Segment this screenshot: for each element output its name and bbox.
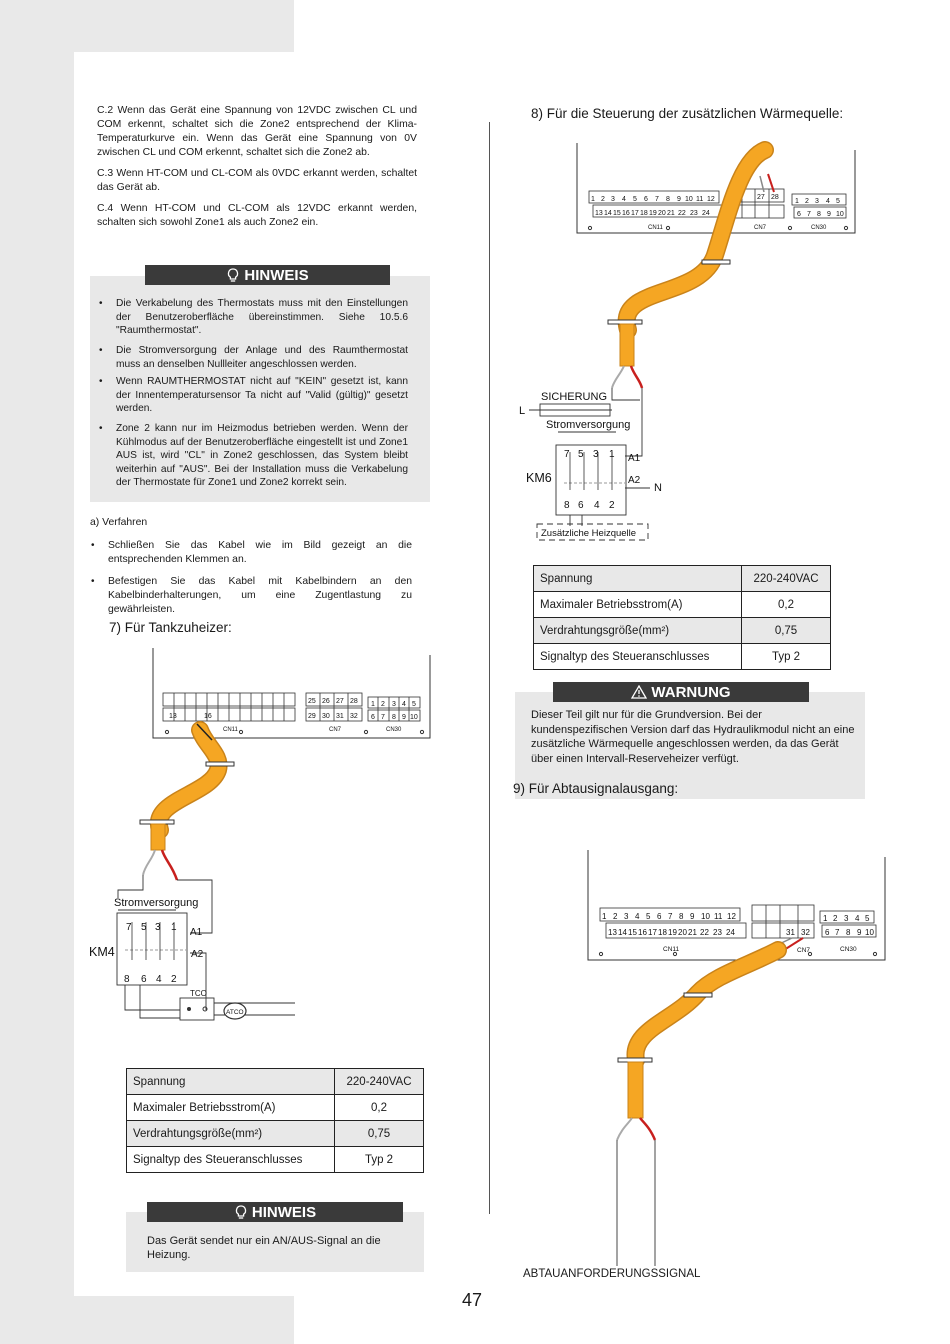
n-label: N	[654, 482, 662, 494]
extra-heat-source-label: Zusätzliche Heizquelle	[541, 528, 637, 539]
svg-text:13: 13	[608, 928, 617, 937]
svg-text:4: 4	[156, 974, 162, 985]
note-item: • Wenn RAUMTHERMOSTAT nicht auf "KEIN" gesetzt ist, kann der Innentemperatursensor Ta nicht auf "Valid (gültig)" gesetzt werden.	[99, 376, 408, 415]
svg-text:4: 4	[622, 196, 626, 203]
cn7-label: CN7	[797, 947, 811, 954]
a2-label: A2	[628, 475, 641, 486]
note-text: Das Gerät sendet nur ein AN/AUS-Signal an die Heizung.	[147, 1235, 381, 1261]
procedure-title: a) Verfahren	[90, 517, 148, 528]
relay-km6-label: KM6	[526, 471, 552, 485]
procedure-item: • Schließen Sie das Kabel wie im Bild gezeigt an die entsprechenden Klemmen an.	[91, 540, 412, 565]
svg-text:19: 19	[668, 928, 677, 937]
warning-title: WARNUNG	[651, 683, 731, 701]
svg-text:7: 7	[564, 449, 570, 460]
fuse-label: SICHERUNG	[541, 391, 608, 403]
svg-text:24: 24	[726, 928, 735, 937]
svg-text:8: 8	[392, 714, 396, 721]
table-row: Maximaler Betriebsstrom(A) 0,2	[534, 592, 831, 618]
note-item: • Zone 2 kann nur im Heizmodus betrieben werden. Wenn der Kühlmodus auf der Benutzeroberfläche eingestellt ist und Zone1 AUS ist, wird "CL" in Zone2 geschlossen, das System bleibt weiterhin auf "AUS". Bei der Installation muss die Verkabelung der Thermostate für Zone1 und Zone2 korrekt sein.	[99, 423, 408, 489]
svg-text:3: 3	[593, 449, 599, 460]
svg-text:6: 6	[578, 500, 584, 511]
svg-text:10: 10	[865, 928, 874, 937]
svg-text:1: 1	[609, 449, 615, 460]
note-item: • Die Verkabelung des Thermostats muss mit den Einstellungen der Benutzeroberfläche übereinstimmen. Siehe 10.5.6 "Raumthermostat".	[99, 298, 408, 337]
svg-text:32: 32	[350, 713, 358, 720]
svg-text:24: 24	[702, 210, 710, 217]
svg-text:3: 3	[815, 198, 819, 205]
svg-text:1: 1	[602, 912, 607, 921]
svg-text:20: 20	[658, 210, 666, 217]
paragraph-c2: C.2 Wenn das Gerät eine Spannung von 12VDC zwischen CL und COM erkennt, schaltet sich die Zone2 entsprechend der Klima-Temperaturkurve ein. Wenn das Gerät eine Spannung von 0V zwischen CL und COM erkennt, schaltet sich die Zone2 ab.	[97, 105, 417, 158]
svg-text:10: 10	[410, 714, 418, 721]
svg-text:23: 23	[690, 210, 698, 217]
table-row: Spannung 220-240VAC	[534, 566, 831, 592]
svg-text:15: 15	[613, 210, 621, 217]
svg-text:2: 2	[833, 914, 838, 923]
svg-text:6: 6	[825, 928, 830, 937]
svg-text:22: 22	[678, 210, 686, 217]
svg-text:3: 3	[844, 914, 849, 923]
svg-text:9: 9	[677, 196, 681, 203]
svg-text:28: 28	[771, 194, 779, 201]
table-row: Spannung 220-240VAC	[127, 1069, 424, 1095]
svg-text:9: 9	[857, 928, 862, 937]
svg-text:16: 16	[638, 928, 647, 937]
svg-text:30: 30	[322, 713, 330, 720]
svg-text:11: 11	[696, 196, 704, 203]
note-title: HINWEIS	[244, 266, 309, 284]
table-row: Signaltyp des Steueranschlusses Typ 2	[534, 644, 831, 670]
svg-text:4: 4	[402, 701, 406, 708]
svg-text:6: 6	[371, 714, 375, 721]
svg-text:13: 13	[595, 210, 603, 217]
svg-text:10: 10	[836, 211, 844, 218]
svg-text:14: 14	[618, 928, 627, 937]
svg-text:12: 12	[707, 196, 715, 203]
l-label: L	[519, 405, 526, 417]
svg-text:17: 17	[631, 210, 639, 217]
a1-label: A1	[628, 453, 641, 464]
cn11-label: CN11	[223, 727, 238, 733]
svg-text:3: 3	[611, 196, 615, 203]
svg-text:2: 2	[171, 974, 177, 985]
section-9-heading: 9) Für Abtausignalausgang:	[513, 781, 679, 796]
cn11-label: CN11	[648, 225, 663, 231]
svg-text:15: 15	[628, 928, 637, 937]
section-8-heading: 8) Für die Steuerung der zusätzlichen Wärmequelle:	[531, 106, 844, 121]
warning-text: Dieser Teil gilt nur für die Grundversion. Bei der kundenspezifischen Version darf das Hydraulikmodul nicht an eine zusätzliche Wärmequelle angeschlossen werden, da das Gerät über einen Intervall-Reserveheizer verfügt.	[531, 709, 855, 765]
power-supply-label: Stromversorgung	[546, 419, 631, 431]
svg-text:23: 23	[713, 928, 722, 937]
svg-text:20: 20	[678, 928, 687, 937]
tco-label: TCO	[190, 989, 207, 998]
svg-text:4: 4	[635, 912, 640, 921]
svg-text:7: 7	[807, 211, 811, 218]
relay-km4-label: KM4	[89, 945, 115, 959]
procedure-item: • Befestigen Sie das Kabel mit Kabelbindern an den Kabelbinderhalterungen, um eine Zugentlastung zu gewährleisten.	[91, 576, 412, 615]
svg-text:25: 25	[308, 698, 316, 705]
table-row: Verdrahtungsgröße(mm²) 0,75	[127, 1121, 424, 1147]
svg-text:31: 31	[786, 928, 795, 937]
svg-text:2: 2	[609, 500, 615, 511]
svg-text:8: 8	[564, 500, 570, 511]
svg-text:3: 3	[155, 922, 161, 933]
svg-text:8: 8	[846, 928, 851, 937]
svg-text:4: 4	[594, 500, 600, 511]
svg-text:6: 6	[644, 196, 648, 203]
svg-text:27: 27	[336, 698, 344, 705]
svg-text:29: 29	[308, 713, 316, 720]
svg-text:14: 14	[604, 210, 612, 217]
svg-text:21: 21	[667, 210, 675, 217]
paragraph-c4: C.4 Wenn HT-COM und CL-COM als 12VDC erkannt werden, schalten sich sowohl Zone1 als auch Zone2 ein.	[97, 203, 417, 228]
svg-text:3: 3	[624, 912, 629, 921]
svg-text:8: 8	[666, 196, 670, 203]
terminal-16: 16	[204, 713, 212, 720]
svg-text:22: 22	[700, 928, 709, 937]
svg-text:7: 7	[668, 912, 673, 921]
svg-text:8: 8	[817, 211, 821, 218]
svg-text:8: 8	[679, 912, 684, 921]
svg-text:5: 5	[578, 449, 584, 460]
svg-text:7: 7	[381, 714, 385, 721]
power-supply-label: Stromversorgung	[114, 897, 199, 909]
svg-text:28: 28	[350, 698, 358, 705]
svg-text:19: 19	[649, 210, 657, 217]
svg-text:1: 1	[371, 701, 375, 708]
paragraph-c3: C.3 Wenn HT-COM und CL-COM als 0VDC erkannt werden, schaltet das Gerät ab.	[97, 168, 417, 193]
svg-text:5: 5	[633, 196, 637, 203]
svg-text:4: 4	[855, 914, 860, 923]
svg-text:9: 9	[827, 211, 831, 218]
defrost-signal-label: ABTAUANFORDERUNGSSIGNAL	[523, 1268, 701, 1280]
svg-text:11: 11	[714, 912, 723, 921]
svg-text:1: 1	[171, 922, 177, 933]
svg-text:8: 8	[124, 974, 130, 985]
cn30-label: CN30	[840, 946, 857, 953]
svg-text:5: 5	[646, 912, 651, 921]
cn7-label: CN7	[754, 225, 767, 231]
svg-text:10: 10	[701, 912, 710, 921]
svg-text:2: 2	[805, 198, 809, 205]
table-row: Maximaler Betriebsstrom(A) 0,2	[127, 1095, 424, 1121]
svg-text:1: 1	[795, 198, 799, 205]
svg-text:2: 2	[601, 196, 605, 203]
svg-text:5: 5	[865, 914, 870, 923]
a1-label: A1	[190, 927, 203, 938]
svg-text:6: 6	[797, 211, 801, 218]
cn30-label: CN30	[386, 727, 402, 733]
svg-text:2: 2	[381, 701, 385, 708]
section-7-heading: 7) Für Tankzuheizer:	[109, 620, 232, 635]
svg-text:10: 10	[685, 196, 693, 203]
svg-text:5: 5	[141, 922, 147, 933]
svg-text:2: 2	[613, 912, 618, 921]
svg-text:4: 4	[826, 198, 830, 205]
note-item: • Die Stromversorgung der Anlage und des Raumthermostat muss an denselben Nullleiter angeschlossen werden.	[99, 345, 408, 370]
svg-text:5: 5	[412, 701, 416, 708]
svg-text:1: 1	[591, 196, 595, 203]
page-number: 47	[462, 1290, 483, 1310]
terminal-13: 13	[169, 713, 177, 720]
svg-text:17: 17	[648, 928, 657, 937]
svg-text:6: 6	[141, 974, 147, 985]
cn11-label: CN11	[663, 946, 680, 953]
a2-label: A2	[191, 949, 204, 960]
svg-text:3: 3	[392, 701, 396, 708]
svg-text:1: 1	[823, 914, 828, 923]
svg-text:9: 9	[402, 714, 406, 721]
cn7-label: CN7	[329, 727, 342, 733]
svg-text:7: 7	[835, 928, 840, 937]
cn30-label: CN30	[811, 225, 827, 231]
svg-text:5: 5	[836, 198, 840, 205]
table-row: Signaltyp des Steueranschlusses Typ 2	[127, 1147, 424, 1173]
svg-text:31: 31	[336, 713, 344, 720]
svg-text:7: 7	[655, 196, 659, 203]
svg-text:21: 21	[688, 928, 697, 937]
svg-text:6: 6	[657, 912, 662, 921]
note-title: HINWEIS	[251, 1203, 317, 1221]
svg-text:12: 12	[727, 912, 736, 921]
svg-text:7: 7	[126, 922, 132, 933]
svg-text:26: 26	[322, 698, 330, 705]
svg-text:18: 18	[640, 210, 648, 217]
svg-text:32: 32	[801, 928, 810, 937]
svg-text:9: 9	[690, 912, 695, 921]
svg-text:18: 18	[658, 928, 667, 937]
svg-text:16: 16	[622, 210, 630, 217]
atco-label: ATCO	[226, 1009, 244, 1016]
svg-text:27: 27	[757, 194, 765, 201]
table-row: Verdrahtungsgröße(mm²) 0,75	[534, 618, 831, 644]
